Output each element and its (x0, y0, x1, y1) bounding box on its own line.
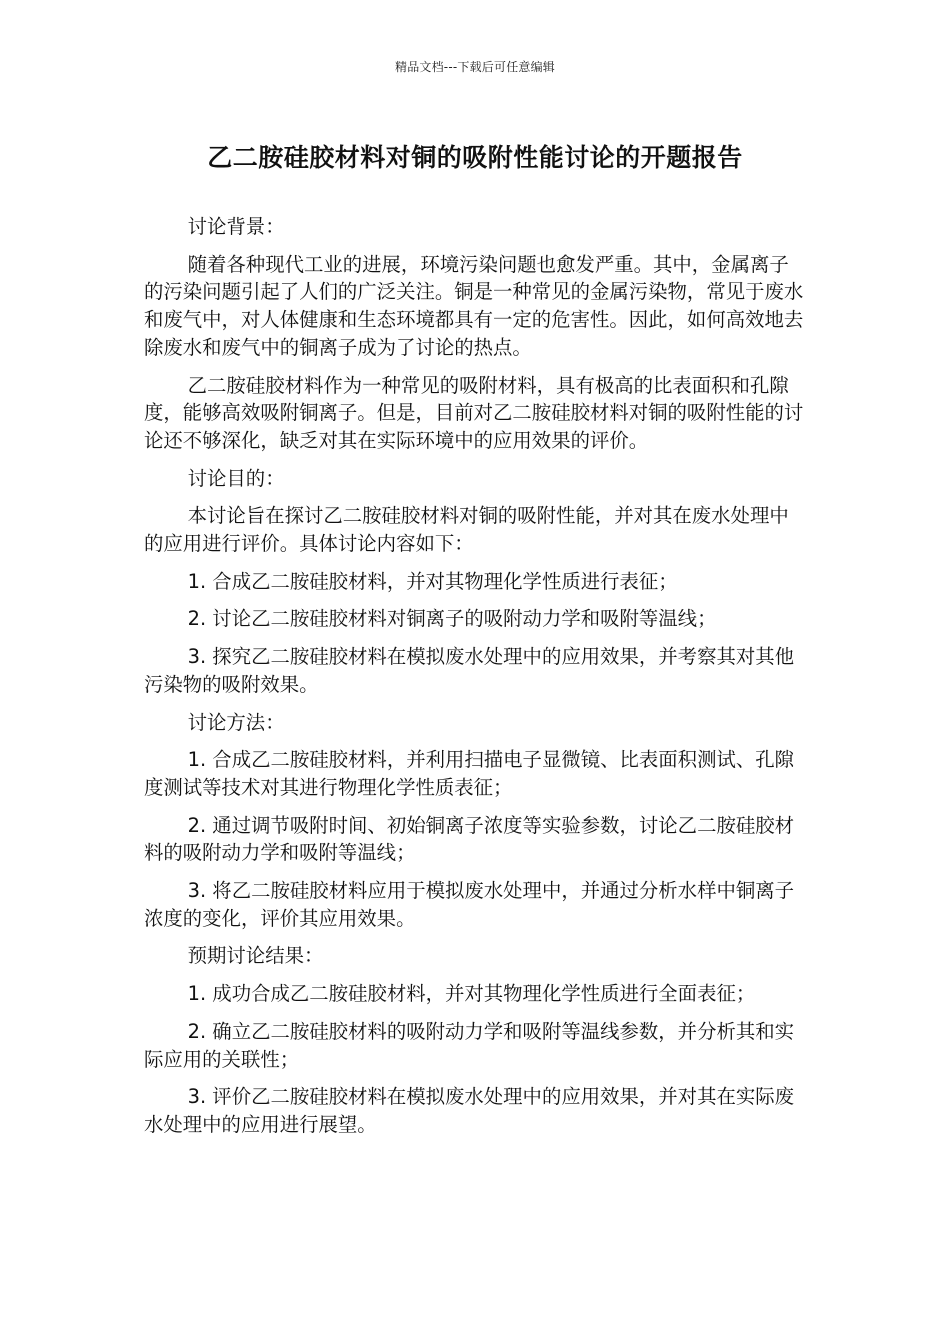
list-item: 1. 合成乙二胺硅胶材料，并对其物理化学性质进行表征； (187, 569, 678, 593)
paragraph: 乙二胺硅胶材料作为一种常见的吸附材料，具有极高的比表面积和孔隙度，能够高效吸附铜离子。但是，目前对乙二胺硅胶材料对铜的吸附性能的讨论还不够深化，缺乏对其在实际环境中的应用效果的评价。 (144, 373, 804, 452)
document-title: 乙二胺硅胶材料对铜的吸附性能讨论的开题报告 (207, 143, 743, 172)
list-item: 2. 通过调节吸附时间、初始铜离子浓度等实验参数，讨论乙二胺硅胶材料的吸附动力学和吸附等温线； (144, 813, 795, 865)
paragraph: 本讨论旨在探讨乙二胺硅胶材料对铜的吸附性能，并对其在废水处理中的应用进行评价。具体讨论内容如下： (144, 504, 789, 556)
list-item: 3. 探究乙二胺硅胶材料在模拟废水处理中的应用效果，并考察其对其他污染物的吸附效果。 (144, 645, 795, 696)
section-heading-expected-results: 预期讨论结果： (187, 944, 324, 968)
list-item: 3. 评价乙二胺硅胶材料在模拟废水处理中的应用效果，并对其在实际废水处理中的应用进行展望。 (144, 1085, 795, 1136)
list-item: 1. 成功合成乙二胺硅胶材料，并对其物理化学性质进行全面表征； (187, 982, 756, 1006)
list-item: 1. 合成乙二胺硅胶材料，并利用扫描电子显微镜、比表面积测试、孔隙度测试等技术对其进行物理化学性质表征； (144, 748, 795, 799)
section-heading-purpose: 讨论目的： (187, 466, 285, 490)
document-body (144, 213, 806, 1149)
list-item: 3. 将乙二胺硅胶材料应用于模拟废水处理中，并通过分析水样中铜离子浓度的变化，评价其应用效果。 (144, 879, 795, 930)
section-heading-background: 讨论背景： (187, 215, 285, 238)
list-item: 2. 确立乙二胺硅胶材料的吸附动力学和吸附等温线参数，并分析其和实际应用的关联性； (144, 1019, 795, 1071)
paragraph: 随着各种现代工业的进展，环境污染问题也愈发严重。其中，金属离子的污染问题引起了人们的广泛关注。铜是一种常见的金属污染物，常见于废水和废气中，对人体健康和生态环境都具有一定的危害性。因此，如何高效地去除废水和废气中的铜离子成为了讨论的热点。 (144, 252, 804, 359)
list-item: 2. 讨论乙二胺硅胶材料对铜离子的吸附动力学和吸附等温线； (187, 607, 717, 631)
running-header: 精品文档---下载后可任意编辑 (395, 60, 555, 74)
section-heading-methods: 讨论方法： (187, 710, 285, 734)
